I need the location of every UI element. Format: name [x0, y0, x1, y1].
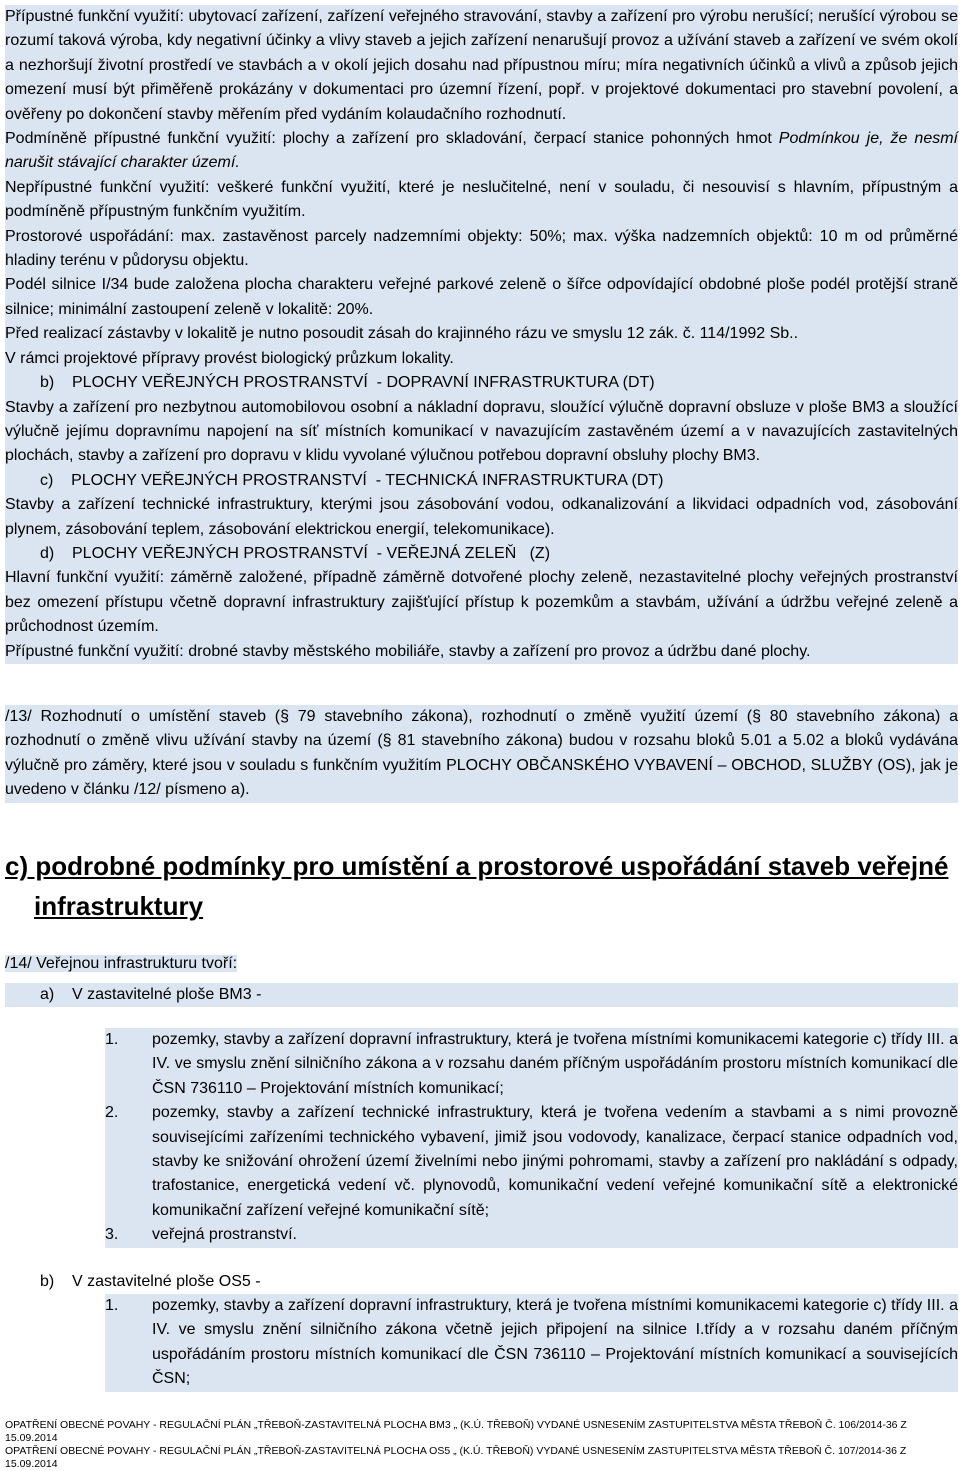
section-c-heading: c) PLOCHY VEŘEJNÝCH PROSTRANSTVÍ - TECHNICKÁ INFRASTRUKTURA (DT) [40, 471, 664, 489]
section-heading-c-line2: infrastruktury [34, 891, 204, 921]
conditional-use-paragraph [5, 127, 958, 176]
footer-line-1: OPATŘENÍ OBECNÉ POVAHY - REGULAČNÍ PLÁN „TŘEBOŇ-ZASTAVITELNÁ PLOCHA BM3 „ (K.Ú. TŘEBOŇ) VYDANÉ USNESENÍM ZASTUPITELSTVA MĚSTA TŘEBOŇ Č. 106/2014-36 Z 15.09.2014 [5, 1419, 907, 1444]
section-c-text: Stavby a zařízení technické infrastruktury, kterými jsou zásobování vodou, odkanalizování a likvidaci odpadních vod, zásobování plynem, zásobování teplem, zásobování elektrickou energií, telekomunikace). [5, 496, 958, 538]
section-b-heading: b) PLOCHY VEŘEJNÝCH PROSTRANSTVÍ - DOPRAVNÍ INFRASTRUKTURA (DT) [40, 374, 655, 392]
conditional-use-lead: Podmíněně přípustné funkční využití: plochy a zařízení pro skladování, čerpací stanice pohonných hmot [5, 130, 779, 148]
section-heading-c-line1: c) podrobné podmínky pro umístění a prostorové uspořádání staveb veřejné [5, 851, 949, 881]
spatial-arrangement-paragraph: Prostorové uspořádání: max. zastavěnost parcely nadzemními objekty: 50%; max. výška nadzemních objektů: 10 m od průměrné hladiny terénu v půdorysu objektu. [5, 227, 958, 270]
list-item-text: veřejná prostranství. [152, 1226, 297, 1244]
landscape-paragraph: Před realizací zástavby v lokalitě je nutno posoudit zásah do krajinného rázu ve smyslu 12 zák. č. 114/1992 Sb.. [5, 325, 799, 343]
list-item [105, 1101, 958, 1223]
article-14-b-list [105, 1294, 958, 1392]
list-item [105, 1223, 958, 1247]
article-14-a-list [105, 1028, 958, 1248]
footer-line-2: OPATŘENÍ OBECNÉ POVAHY - REGULAČNÍ PLÁN „TŘEBOŇ-ZASTAVITELNÁ PLOCHA OS5 „ (K.Ú. TŘEBOŇ) VYDANÉ USNESENÍM ZASTUPITELSTVA MĚSTA TŘEBOŇ Č. 107/2014-36 Z 15.09.2014 [5, 1445, 907, 1470]
list-item-number: 2. [105, 1104, 119, 1122]
article-14-b-label: b) V zastavitelné ploše OS5 - [40, 1273, 261, 1290]
list-item-text: pozemky, stavby a zařízení dopravní infrastruktury, která je tvořena místními komunikacemi kategorie c) třídy III. a IV. ve smyslu znění silničního zákona a v rozsahu daném příčným uspořádáním prostoru místních komunikací dle ČSN 736110 – Projektování místních komunikací; [152, 1031, 958, 1097]
article-13-text: /13/ Rozhodnutí o umístění staveb (§ 79 stavebního zákona), rozhodnutí o změně využití území (§ 80 stavebního zákona) a rozhodnutí o změně vlivu užívání stavby na území (§ 81 stavebního zákona) budou v rozsahu bloků 5.01 a 5.02 a bloků vydávána výlučně pro záměry, které jsou v souladu s funkčním využitím PLOCHY OBČANSKÉHO VYBAVENÍ – OBCHOD, SLUŽBY (OS), jak je uvedeno v článku /12/ písmeno a). [5, 708, 958, 799]
list-item-number: 1. [105, 1297, 119, 1314]
section-heading-c [5, 846, 958, 926]
article-14-a-label-block [5, 983, 958, 1007]
conditional-use-condition: Podmínkou je, že nesmí narušit stávající charakter území. [5, 130, 958, 172]
permitted-use-paragraph: Přípustné funkční využití: ubytovací zařízení, zařízení veřejného stravování, stavby a zařízení pro výrobu nerušící; nerušící výrobou se rozumí taková výroba, kdy negativní účinky a vlivy staveb a jejich zařízení nenarušují provoz a užívání staveb a zařízení ve svém okolí a nezhoršují životní prostředí ve stavbách a v okolí jejich dosahu nad přípustnou míru; míra negativních účinků a vlivů a způsob jejich omezení musí být přiměřeně prokázány v dokumentaci pro územní řízení, popř. v projektové dokumentaci pro stavební povolení, a ověřeny po dokončení stavby měřením před vydáním kolaudačního rozhodnutí. [5, 8, 958, 123]
greenery-paragraph: Podél silnice I/34 bude založena plocha charakteru veřejné parkové zeleně o šířce odpovídající obdobné ploše podél protější straně silnice; minimální zastoupení zeleně v lokalitě: 20%. [5, 276, 958, 318]
prohibited-use-paragraph: Nepřípustné funkční využití: veškeré funkční využití, které je neslučitelné, není v souladu, či nesouvisí s hlavním, přípustným a podmíněně přípustným funkčním využitím. [5, 178, 958, 221]
bio-survey-paragraph: V rámci projektové přípravy provést biologický průzkum lokality. [5, 349, 454, 367]
list-item [105, 1294, 958, 1392]
article-14-b-label-block [5, 1270, 958, 1294]
list-item-text: pozemky, stavby a zařízení dopravní infrastruktury, která je tvořena místními komunikacemi kategorie c) třídy III. a IV. ve smyslu znění silničního zákona včetně jejich připojení na silnice I.třídy a v rozsahu daném příčným uspořádáním prostoru místních komunikací dle ČSN 736110 – Projektování místních komunikací a souvisejících ČSN; [152, 1297, 958, 1388]
article-13-block [5, 705, 958, 803]
list-item-number: 3. [105, 1226, 119, 1244]
list-item [105, 1028, 958, 1101]
top-conditions-block [5, 5, 958, 664]
article-14-a-label: a) V zastavitelné ploše BM3 - [40, 986, 262, 1003]
section-b-text: Stavby a zařízení pro nezbytnou automobilovou osobní a nákladní dopravu, sloužící výlučně dopravní obsluze v ploše BM3 a sloužící výlučně jejímu dopravnímu napojení na síť místních komunikací v navazujícím zastavěném území a v navazujících zastavitelných plochách, stavby a zařízení pro dopravu v klidu vyvolané výlučnou potřebou dopravní obsluhy plochy BM3. [5, 398, 958, 465]
page-footer [5, 1419, 958, 1471]
list-item-text: pozemky, stavby a zařízení technické infrastruktury, která je tvořena vedením a stavbami a s nimi provozně souvisejícími zařízeními technického vybavení, jimiž jsou vodovody, kanalizace, čerpací stanice odpadních vod, stavby ke snižování ohrožení území živelními nebo jinými pohromami, stavby a zařízení pro nakládání s odpady, trafostanice, energetická vedení vč. plynovodů, komunikační vedení veřejné komunikační sítě a elektronické komunikační zařízení veřejné komunikační sítě; [152, 1104, 958, 1219]
section-d-heading: d) PLOCHY VEŘEJNÝCH PROSTRANSTVÍ - VEŘEJNÁ ZELEŇ (Z) [40, 544, 551, 562]
section-d-text2: Přípustné funkční využití: drobné stavby městského mobiliáře, stavby a zařízení pro provoz a údržbu dané plochy. [5, 642, 811, 660]
list-item-number: 1. [105, 1031, 119, 1048]
article-14-intro-block [5, 952, 265, 976]
article-14-intro: /14/ Veřejnou infrastrukturu tvoří: [5, 955, 238, 972]
section-d-text: Hlavní funkční využití: záměrně založené, případně záměrně dotvořené plochy zeleně, nezastavitelné plochy veřejných prostranství bez omezení přístupu včetně dopravní infrastruktury zajišťující přístup k pozemkům a stavbám, užívání a údržbu veřejné zeleně a průchodnost územím. [5, 569, 958, 636]
